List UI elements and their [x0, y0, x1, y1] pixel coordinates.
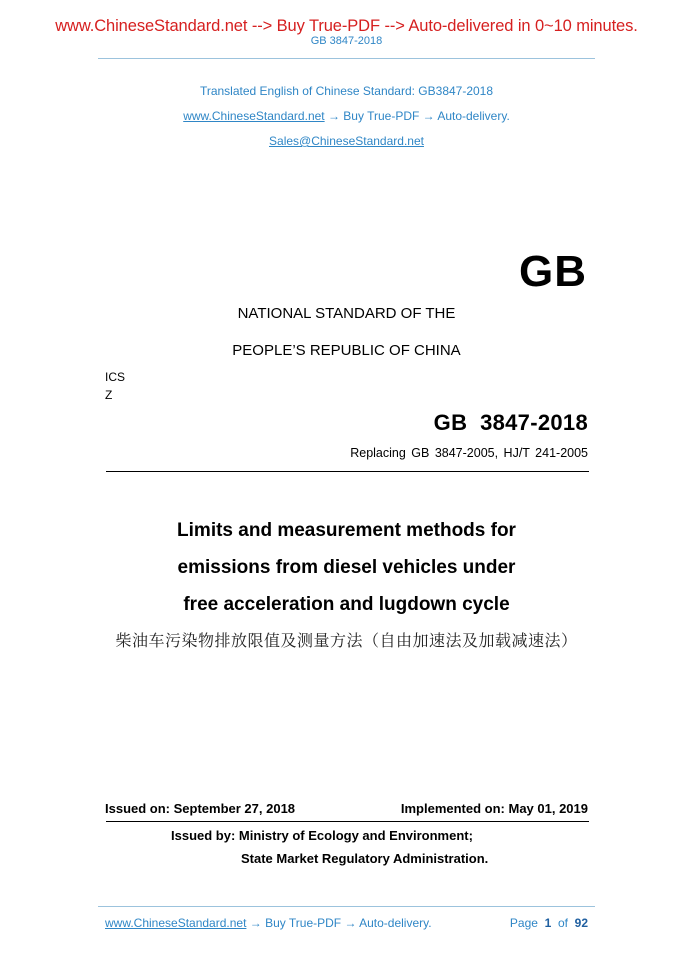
page-label: Page [509, 916, 538, 930]
title-line-1: Limits and measurement methods for [177, 520, 516, 541]
intro-site-link[interactable]: www.ChineseStandard.net [183, 109, 325, 123]
issued-by-line2: State Market Regulatory Administration. [241, 851, 489, 866]
top-banner[interactable]: www.ChineseStandard.net --> Buy True-PDF --> Auto-delivered in 0~10 minutes. [55, 17, 638, 35]
translated-note: Translated English of Chinese Standard: GB3847-2018 [199, 84, 494, 98]
issued-by-line1: Issued by: Ministry of Ecology and Environment; [171, 828, 473, 843]
issue-divider [106, 821, 589, 822]
sales-email-link[interactable]: Sales@ChineseStandard.net [269, 134, 424, 148]
footer-divider [98, 906, 595, 907]
replacing-note: Replacing GB 3847-2005, HJ/T 241-2005 [350, 446, 588, 460]
footer-delivery-line [105, 916, 432, 930]
footer-site-link[interactable]: www.ChineseStandard.net [105, 916, 247, 930]
page-total: 92 [574, 916, 588, 930]
header-divider [98, 58, 595, 59]
ics-code: ICS [105, 370, 126, 384]
header-doc-id: GB 3847-2018 [310, 35, 383, 47]
page-current: 1 [544, 916, 552, 930]
gb-logo: GB [519, 247, 587, 296]
national-standard-line1: NATIONAL STANDARD OF THE [237, 305, 456, 322]
issued-on: Issued on: September 27, 2018 [105, 801, 296, 816]
ccs-code: Z [105, 388, 113, 402]
national-standard-line2: PEOPLE’S REPUBLIC OF CHINA [232, 342, 461, 359]
intro-delivery-line [0, 109, 693, 123]
intro-email-line [0, 134, 693, 148]
title-line-2: emissions from diesel vehicles under [177, 557, 516, 578]
page-indicator [510, 916, 588, 930]
title-chinese: 柴油车污染物排放限值及测量方法（自由加速法及加载减速法） [115, 631, 578, 650]
intro-delivery-text: → Buy True-PDF → Auto-delivery. [324, 109, 510, 123]
footer [105, 916, 588, 930]
title-line-3: free acceleration and lugdown cycle [183, 594, 510, 615]
page-of: of [557, 916, 568, 930]
cover-divider [106, 471, 589, 472]
footer-delivery-text: → Buy True-PDF → Auto-delivery. [246, 916, 432, 930]
implemented-on: Implemented on: May 01, 2019 [400, 801, 588, 816]
issue-dates-row [105, 801, 588, 816]
standard-number: GB 3847-2018 [433, 410, 588, 435]
